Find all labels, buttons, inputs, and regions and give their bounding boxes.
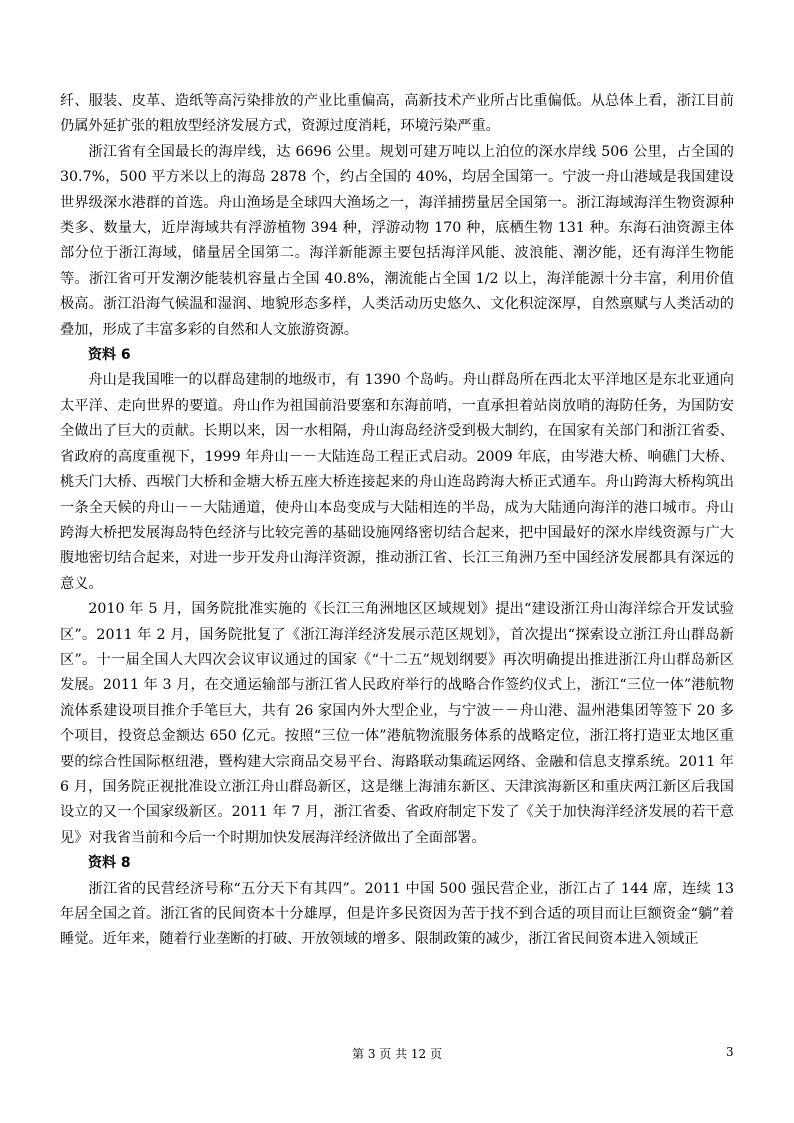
- document-body: [60, 89, 734, 953]
- paragraph-continuation: 纤、服装、皮革、造纸等高污染排放的产业比重偏高，高新技术产业所占比重偏低。从总体上看，浙江目前仍属外延扩张的粗放型经济发展方式，资源过度消耗，环境污染严重。: [60, 93, 734, 135]
- section-heading-material-6: 资料 6: [88, 347, 131, 364]
- paragraph-zhoushan-bridge: 舟山是我国唯一的以群岛建制的地级市，有 1390 个岛屿。舟山群岛所在西北太平洋地区是东北亚通向太平洋、走向世界的要道。舟山作为祖国前沿要塞和东海前哨，一直承担着站岗放哨的海防任务，为国防安全做出了巨大的贡献。长期以来，因一水相隔，舟山海岛经济受到极大制约，在国家有关部门和浙江省委、省政府的高度重视下，1999 年舟山－－大陆连岛工程正式启动。2009 年底，由岑港大桥、响礁门大桥、桃夭门大桥、西堠门大桥和金塘大桥五座大桥连接起来的舟山连岛跨海大桥正式通车。舟山跨海大桥构筑出一条全天候的舟山－－大陆通道，使舟山本岛变成与大陆相连的半岛，成为大陆通向海洋的港口城市。舟山跨海大桥把发展海岛特色经济与比较完善的基础设施网络密切结合起来，把中国最好的深水岸线资源与广大腹地密切结合起来，对进一步开发舟山海洋资源，推动浙江省、长江三角洲乃至中国经济发展都具有深远的意义。: [60, 372, 734, 592]
- page-footer-label: 第 3 页 共 12 页: [352, 1047, 442, 1061]
- paragraph-private-economy: 浙江省的民营经济号称“五分天下有其四”。2011 中国 500 强民营企业，浙江占了 144 席，连续 13 年居全国之首。浙江省的民间资本十分雄厚，但是许多民资因为苦于找不到合适的项目而让巨额资金“躺”着睡觉。近年来，随着行业垄断的打破、开放领域的增多、限制政策的减少，浙江省民间资本进入领域正: [60, 880, 734, 948]
- paragraph-coastline-resources: 浙江省有全国最长的海岸线，达 6696 公里。规划可建万吨以上泊位的深水岸线 506 公里，占全国的 30.7%，500 平方米以上的海岛 2878 个，约占全国的 40%，均居全国第一。宁波一舟山港域是我国建设世界级深水港群的首选。舟山渔场是全球四大渔场之一，海洋捕捞量居全国第一。浙江海域海洋生物资源种类多、数量大，近岸海域共有浮游植物 394 种，浮游动物 170 种，底栖生物 131 种。东海石油资源主体部分位于浙江海域，储量居全国第二。海洋新能源主要包括海洋风能、波浪能、潮汐能，还有海洋生物能等。浙江省可开发潮汐能装机容量占全国 40.8%，潮流能占全国 1/2 以上，海洋能源十分丰富，利用价值极高。浙江沿海气候温和湿润、地貌形态多样，人类活动历史悠久、文化积淀深厚，自然禀赋与人类活动的叠加，形成了丰富多彩的自然和人文旅游资源。: [60, 143, 734, 338]
- section-heading-material-8: 资料 8: [88, 855, 131, 872]
- paragraph-zhoushan-new-area: 2010 年 5 月，国务院批准实施的《长江三角洲地区区域规划》提出“建设浙江舟山海洋综合开发试验区”。2011 年 2 月，国务院批复了《浙江海洋经济发展示范区规划》，首次提出“探索设立浙江舟山群岛新区”。十一届全国人大四次会议审议通过的国家《“十二五”规划纲要》再次明确提出推进浙江舟山群岛新区发展。2011 年 3 月，在交通运输部与浙江省人民政府举行的战略合作签约仪式上，浙江“三位一体”港航物流体系建设项目推介手笔巨大，共有 26 家国内外大型企业，与宁波－－舟山港、温州港集团等签下 20 多个项目，投资总金额达 650 亿元。按照“三位一体”港航物流服务体系的战略定位，浙江将打造亚太地区重要的综合性国际枢纽港，暨构建大宗商品交易平台、海路联动集疏运网络、金融和信息支撑系统。2011 年 6 月，国务院正视批准设立浙江舟山群岛新区，这是继上海浦东新区、天津滨海新区和重庆两江新区后我国设立的又一个国家级新区。2011 年 7 月，浙江省委、省政府制定下发了《关于加快海洋经济发展的若干意见》对我省当前和今后一个时期加快发展海洋经济做出了全面部署。: [60, 601, 734, 846]
- page-number: 3: [726, 1045, 734, 1059]
